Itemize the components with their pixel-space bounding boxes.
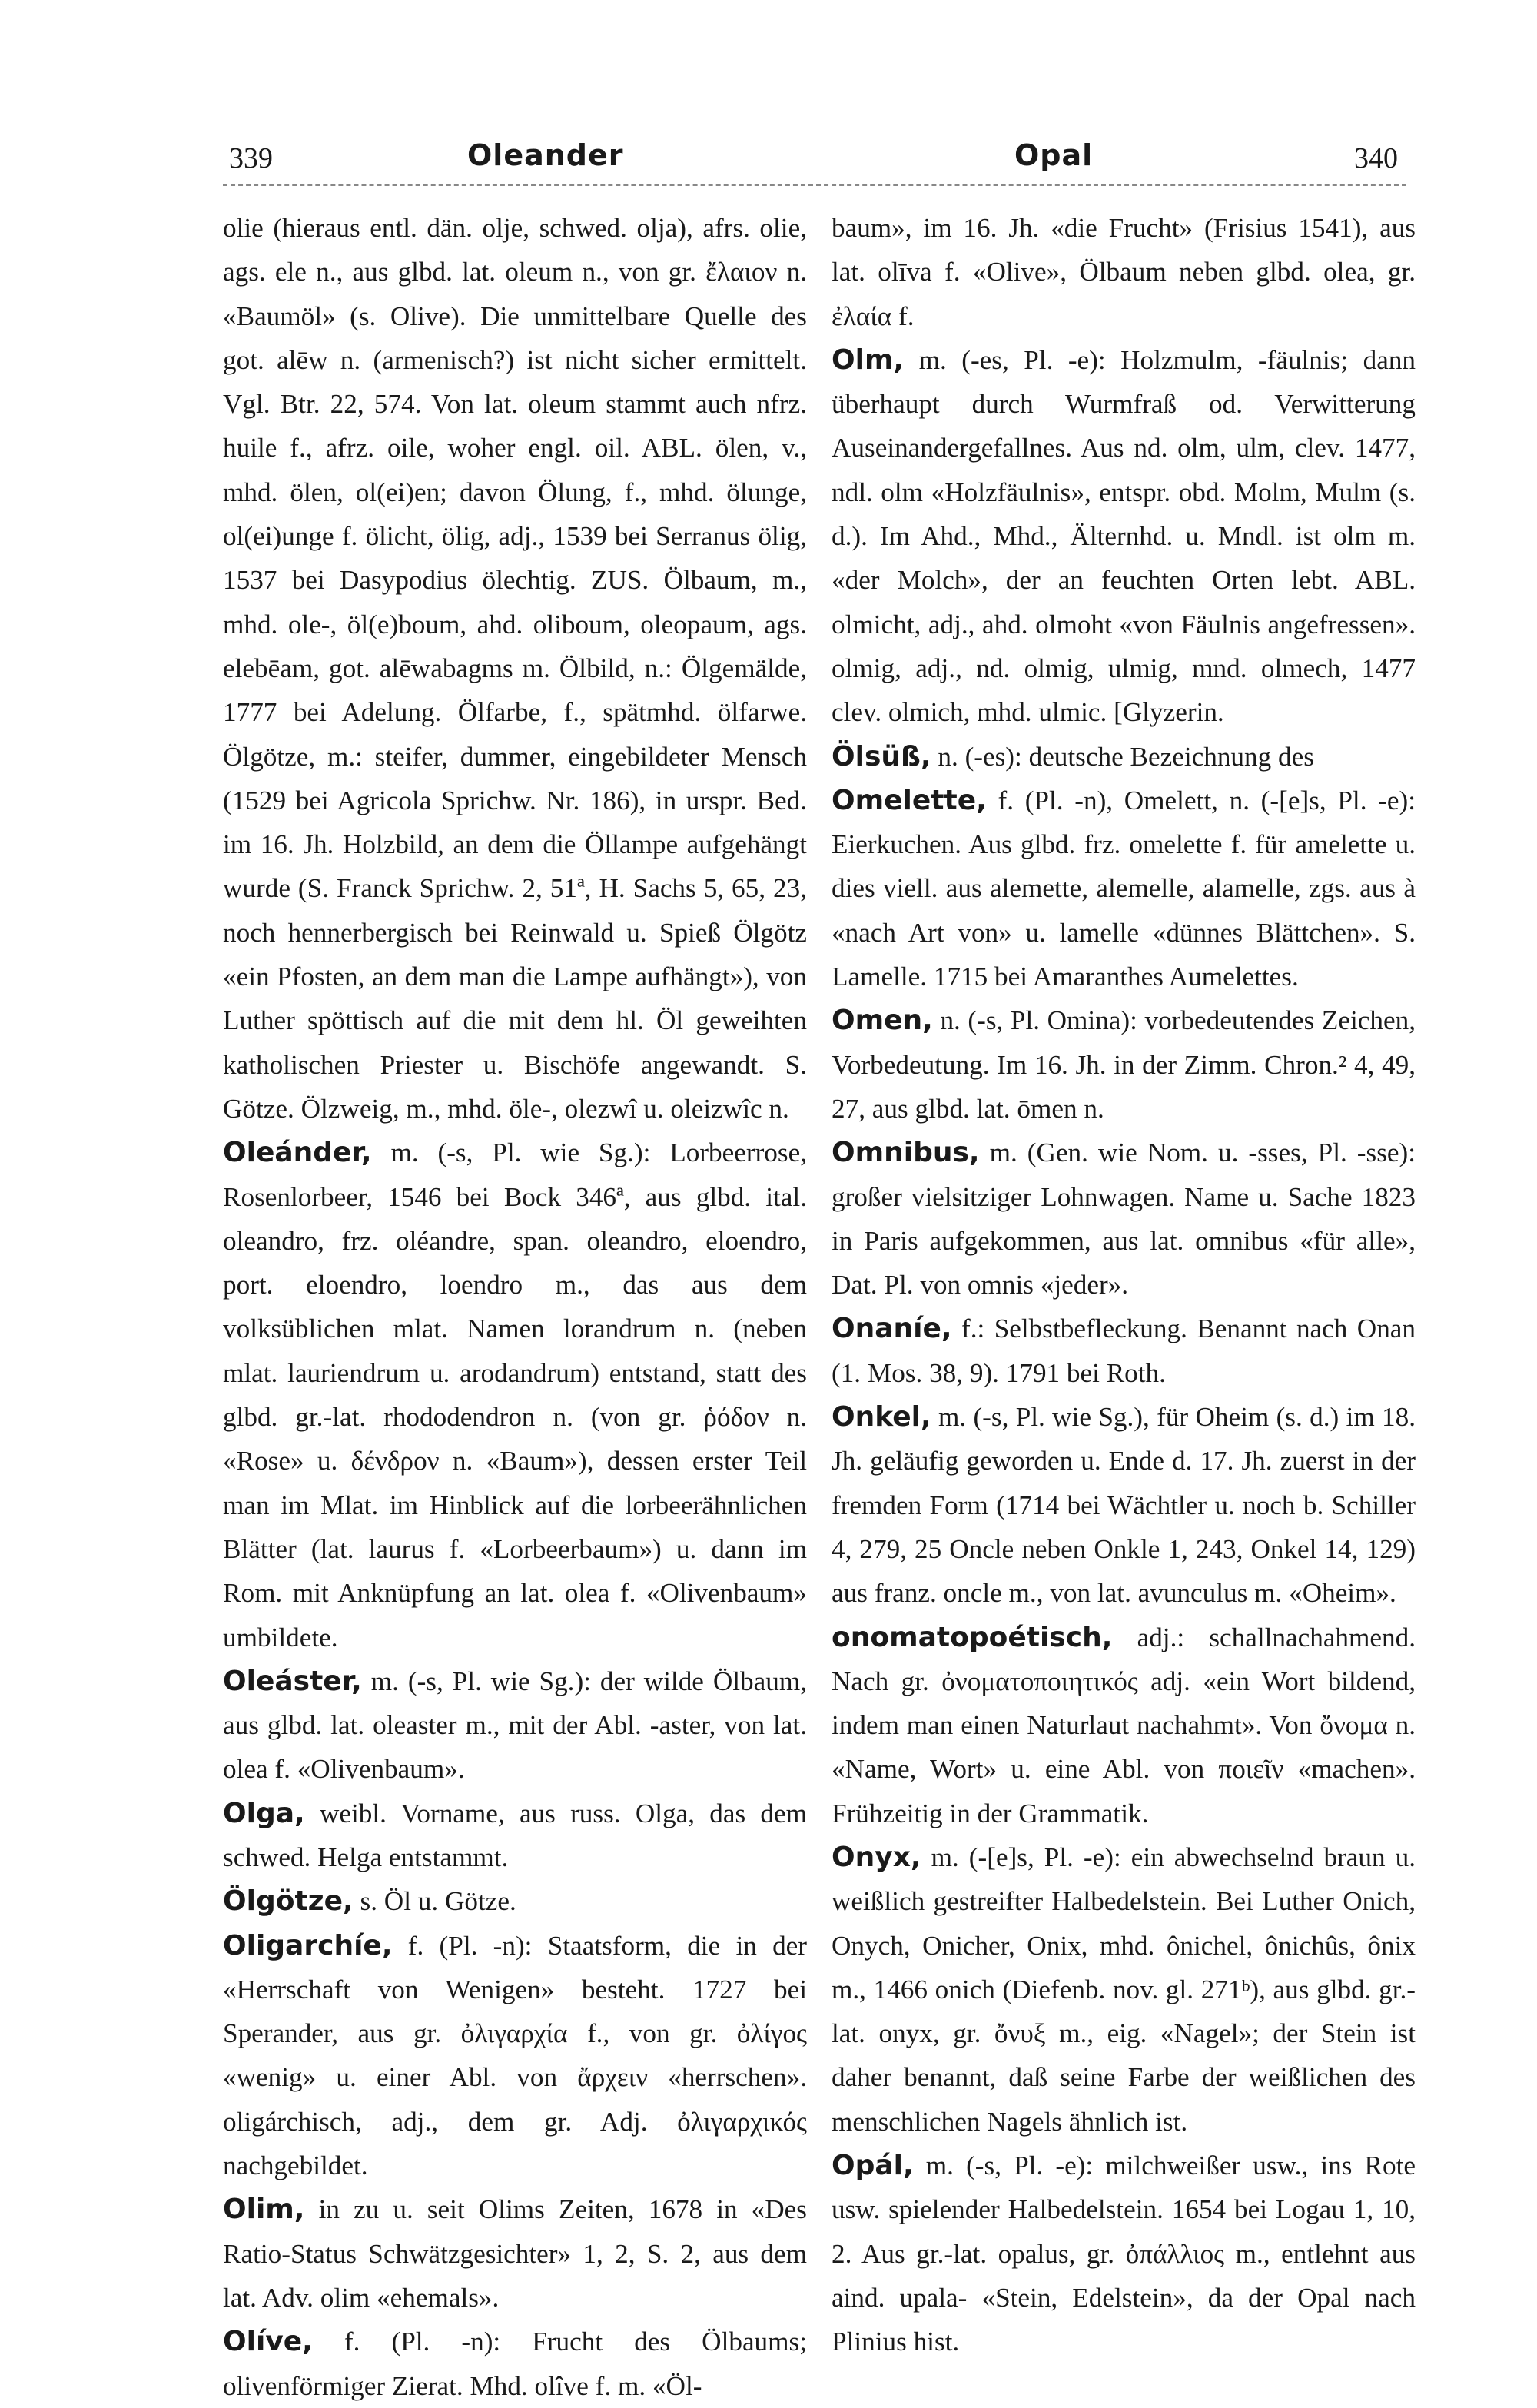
- dictionary-entry: [223, 1131, 807, 1659]
- dictionary-entry: [223, 1659, 807, 1792]
- right-page-number: 340: [1354, 142, 1398, 174]
- left-column: [223, 206, 807, 2408]
- entry-headword: Olm,: [832, 344, 905, 376]
- dictionary-entry: [832, 998, 1416, 1131]
- entry-headword: Onaníe,: [832, 1313, 952, 1345]
- entry-text: olie (hieraus entl. dän. olje, schwed. olja), afrs. olie, ags. ele n., aus glbd. lat. oleum n., von gr. ἔλαιον n. «Baumöl» (s. Olive). Die unmittelbare Quelle des got. alēw n. (armenisch?) ist nicht sicher ermittelt. Vgl. Btr. 22, 574. Von lat. oleum stammt auch nfrz. huile f., afrz. oile, woher engl. oil. ABL. ölen, v., mhd. ölen, ol(ei)en; davon Ölung, f., mhd. ölunge, ol(ei)unge f. ölicht, ölig, adj., 1539 bei Serranus ölig, 1537 bei Dasypodius ölechtig. ZUS. Ölbaum, m., mhd. ole-, öl(e)boum, ahd. oliboum, oleopaum, ags. elebēam, got. alēwabagms m. Ölbild, n.: Ölgemälde, 1777 bei Adelung. Ölfarbe, f., spätmhd. ölfarwe. Ölgötze, m.: steifer, dummer, eingebildeter Mensch (1529 bei Agricola Sprichw. Nr. 186), in urspr. Bed. im 16. Jh. Holzbild, an dem die Öllampe aufgehängt wurde (S. Franck Sprichw. 2, 51ª, H. Sachs 5, 65, 23, noch hennerbergisch bei Reinwald u. Spieß Ölgötz «ein Pfosten, an dem man die Lampe aufhängt»), von Luther spöttisch auf die mit dem hl. Öl geweihten katholischen Priester u. Bischöfe angewandt. S. Götze. Ölzweig, m., mhd. öle-, olezwî u. oleizwîc n.: [223, 213, 807, 1124]
- dictionary-entry: [832, 1835, 1416, 2144]
- header-rule: [223, 184, 1406, 186]
- dictionary-entry: [832, 735, 1416, 779]
- right-running-headword: Opal: [1014, 138, 1094, 172]
- entry-headword: Onyx,: [832, 1841, 921, 1873]
- entry-headword: Omelette,: [832, 784, 987, 816]
- dictionary-entry: [223, 1879, 807, 1923]
- entry-text: m. (-s, Pl. -e): milchweißer usw., ins Rote usw. spielender Halbedelstein. 1654 bei Logau 1, 10, 2. Aus gr.-lat. opalus, gr. ὀπάλλιος m., entlehnt aus aind. upala- «Stein, Edelstein», da der Opal nach Plinius hist.: [832, 2151, 1416, 2357]
- entry-headword: Opál,: [832, 2150, 914, 2182]
- dictionary-entry: [223, 2187, 807, 2320]
- entry-headword: Ölsüß,: [832, 740, 931, 772]
- entry-headword: Onkel,: [832, 1401, 931, 1433]
- entry-headword: Ölgötze,: [223, 1885, 354, 1918]
- entry-text: f.: Selbstbefleckung. Benannt nach Onan (1. Mos. 38, 9). 1791 bei Roth.: [832, 1314, 1416, 1388]
- dictionary-entry: [223, 1792, 807, 1880]
- entry-headword: Oleáster,: [223, 1665, 362, 1697]
- entry-text: m. (Gen. wie Nom. u. -sses, Pl. -sse): großer vielsitziger Lohnwagen. Name u. Sache 1823 in Paris aufgekommen, aus lat. omnibus «für alle», Dat. Pl. von omnis «jeder».: [832, 1138, 1416, 1300]
- dictionary-entry: [832, 1307, 1416, 1395]
- entry-text: in zu u. seit Olims Zeiten, 1678 in «Des Ratio-Status Schwätzgesichter» 1, 2, S. 2, aus dem lat. Adv. olim «ehemals».: [223, 2194, 807, 2313]
- dictionary-entry: [832, 779, 1416, 998]
- entry-text: m. (-s, Pl. wie Sg.): der wilde Ölbaum, aus glbd. lat. oleaster m., mit der Abl. -aster, von lat. olea f. «Olivenbaum».: [223, 1666, 808, 1785]
- dictionary-entry: [223, 2320, 807, 2408]
- entry-text: f. (Pl. -n), Omelett, n. (-[e]s, Pl. -e): Eierkuchen. Aus glbd. frz. omelette f. für amelette u. dies viell. aus alemette, alemelle, alamelle, zgs. aus à «nach Art von» u. lamelle «dünnes Blättchen». S. Lamelle. 1715 bei Amaranthes Aumelettes.: [832, 785, 1416, 992]
- dictionary-entry: [832, 206, 1416, 338]
- entry-text: f. (Pl. -n): Frucht des Ölbaums; olivenförmiger Zierat. Mhd. olîve f. m. «Öl-: [223, 2327, 807, 2401]
- dictionary-entry: [832, 2144, 1416, 2363]
- dictionary-entry: [223, 206, 807, 1131]
- entry-text: n. (-es): deutsche Bezeichnung des: [938, 741, 1314, 772]
- dictionary-entry: [832, 1131, 1416, 1307]
- dictionary-entry: [832, 338, 1416, 735]
- entry-headword: onomatopoétisch,: [832, 1621, 1113, 1653]
- entry-headword: Olim,: [223, 2194, 305, 2226]
- entry-text: adj.: schallnachahmend. Nach gr. ὀνοματοποιητικός adj. «ein Wort bildend, indem man einen Naturlaut nachahmt». Von ὄνομα n. «Name, Wort» u. eine Abl. von ποιεῖν «machen». Frühzeitig in der Grammatik.: [832, 1622, 1416, 1828]
- dictionary-entry: [832, 1616, 1416, 1835]
- entry-headword: Olíve,: [223, 2326, 313, 2358]
- entry-text: m. (-es, Pl. -e): Holzmulm, -fäulnis; dann überhaupt durch Wurmfraß od. Verwitterung Auseinandergefallnes. Aus nd. olm, ulm, clev. 1477, ndl. olm «Holzfäulnis», entspr. obd. Molm, Mulm (s. d.). Im Ahd., Mhd., Älternhd. u. Mndl. ist olm m. «der Molch», der an feuchten Orten lebt. ABL. olmicht, adj., ahd. olmoht «von Fäulnis angefressen». olmig, adj., nd. olmig, ulmig, mnd. olmech, 1477 clev. olmich, mhd. ulmic. [Glyzerin.: [832, 344, 1416, 728]
- entry-headword: Oligarchíe,: [223, 1929, 393, 1961]
- entry-text: weibl. Vorname, aus russ. Olga, das dem schwed. Helga entstammt.: [223, 1798, 807, 1872]
- entry-headword: Oleánder,: [223, 1137, 372, 1169]
- entry-headword: Omnibus,: [832, 1137, 980, 1169]
- entry-text: m. (-s, Pl. wie Sg.), für Oheim (s. d.) im 18. Jh. geläufig geworden u. Ende d. 17. Jh. zuerst in der fremden Form (1714 bei Wächtler u. noch b. Schiller 4, 279, 25 Oncle neben Onkle 1, 243, Onkel 14, 129) aus franz. oncle m., von lat. avunculus m. «Oheim».: [832, 1402, 1416, 1609]
- entry-headword: Olga,: [223, 1797, 305, 1829]
- entry-text: s. Öl u. Götze.: [360, 1886, 516, 1917]
- dictionary-entry: [223, 1924, 807, 2188]
- left-running-headword: Oleander: [467, 138, 624, 172]
- entry-headword: Omen,: [832, 1005, 933, 1037]
- entry-text: baum», im 16. Jh. «die Frucht» (Frisius 1541), aus lat. olīva f. «Olive», Ölbaum neben glbd. olea, gr. ἐλαία f.: [832, 213, 1416, 331]
- dictionary-entry: [832, 1395, 1416, 1615]
- entry-text: n. (-s, Pl. Omina): vorbedeutendes Zeichen, Vorbedeutung. Im 16. Jh. in der Zimm. Chron.² 4, 49, 27, aus glbd. lat. ōmen n.: [832, 1005, 1416, 1124]
- entry-text: f. (Pl. -n): Staatsform, die in der «Herrschaft von Wenigen» besteht. 1727 bei Sperander, aus gr. ὀλιγαρχία f., von gr. ὀλίγος «wenig» u. einer Abl. von ἄρχειν «herrschen». oligárchisch, adj., dem gr. Adj. ὀλιγαρχικός nachgebildet.: [223, 1930, 808, 2181]
- entry-text: m. (-[e]s, Pl. -e): ein abwechselnd braun u. weißlich gestreifter Halbedelstein. Bei Luther Onich, Onych, Onicher, Onix, mhd. ônichel, ônichûs, ônix m., 1466 onich (Diefenb. nov. gl. 271ᵇ), aus glbd. gr.-lat. onyx, gr. ὄνυξ m., eig. «Nagel»; der Stein ist daher benannt, daß seine Farbe der weißlichen des menschlichen Nagels ähnlich ist.: [832, 1842, 1416, 2137]
- right-column: [832, 206, 1416, 2364]
- entry-text: m. (-s, Pl. wie Sg.): Lorbeerrose, Rosenlorbeer, 1546 bei Bock 346ª, aus glbd. ital. oleandro, frz. oléandre, span. oleandro, eloendro, port. eloendro, loendro m., das aus dem volksüblichen mlat. Namen lorandrum n. (neben mlat. lauriendrum u. arodandrum) entstand, statt des glbd. gr.-lat. rhododendron n. (von gr. ῥόδον n. «Rose» u. δένδρον n. «Baum»), dessen erster Teil man im Mlat. im Hinblick auf die lorbeerähnlichen Blätter (lat. laurus f. «Lorbeerbaum») u. dann im Rom. mit Anknüpfung an lat. olea f. «Olivenbaum» umbildete.: [223, 1138, 807, 1652]
- left-page-number: 339: [229, 142, 273, 174]
